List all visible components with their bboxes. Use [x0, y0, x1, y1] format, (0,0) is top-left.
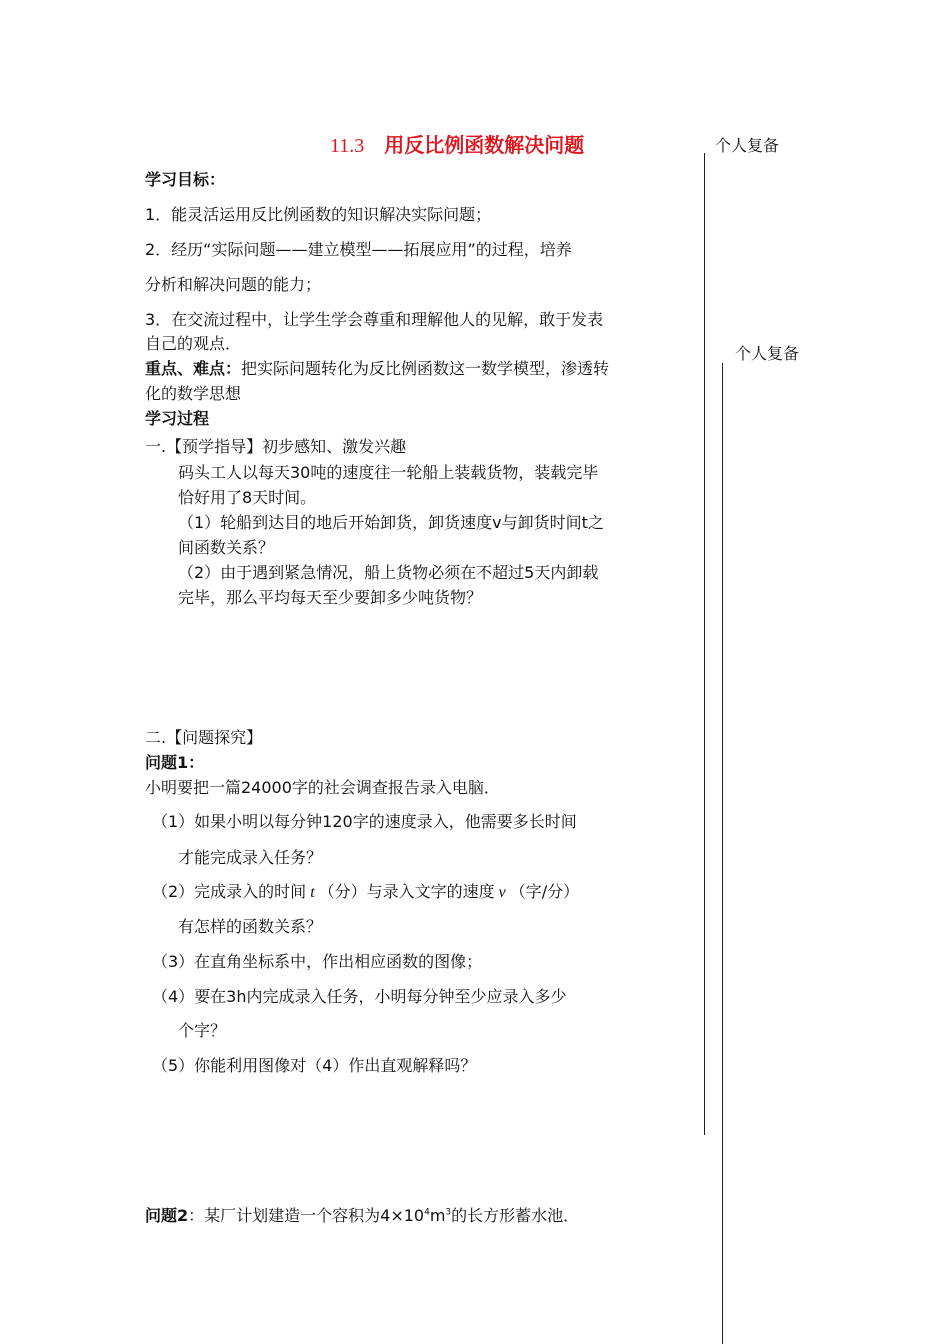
keypoints-line [145, 356, 609, 379]
problem-1-label: 问题1： [145, 753, 205, 772]
goal-2-cont: 分析和解决问题的能力； [145, 275, 322, 294]
goal-1: 1．能灵活运用反比例函数的知识解决实际问题； [145, 205, 492, 224]
problem-1-item-2-cont: 有怎样的函数关系？ [178, 917, 323, 936]
intro-question-2-cont: 完毕，那么平均每天至少要卸多少吨货物？ [178, 588, 483, 607]
intro-question-2: （2）由于遇到紧急情况，船上货物必须在不超过5天内卸载 [178, 563, 599, 582]
intro-paragraph-cont: 恰好用了8天时间。 [178, 488, 317, 507]
problem-2-unit: m [429, 1206, 446, 1225]
intro-paragraph: 码头工人以每天30吨的速度往一轮船上装载货物，装载完毕 [178, 463, 599, 482]
intro-question-1-cont: 间函数关系？ [178, 538, 275, 557]
goal-3: 3．在交流过程中，让学生学会尊重和理解他人的见解，敢于发表 [145, 310, 604, 329]
problem-1-text: 小明要把一篇24000字的社会调查报告录入电脑． [145, 778, 500, 797]
problem-1-item-1-cont: 才能完成录入任务？ [178, 848, 323, 867]
problem-2-line [145, 1203, 579, 1226]
keypoints-text: 把实际问题转化为反比例函数这一数学模型，渗透转 [241, 359, 610, 378]
document-title [330, 129, 584, 158]
problem-1-item-2 [152, 879, 579, 902]
problem-2-text-c: 的长方形蓄水池． [451, 1206, 580, 1225]
goal-2: 2．经历“实际问题——建立模型——拓展应用”的过程，培养 [145, 240, 572, 259]
problem-2-exponent: 4 [424, 1207, 430, 1218]
problem-1-item-5: （5）你能利用图像对（4）作出直观解释吗？ [152, 1056, 477, 1075]
item-2-part-c: （字/分） [509, 882, 580, 901]
goal-3-cont: 自己的观点． [145, 334, 242, 353]
problem-1-item-4: （4）要在3h内完成录入任务，小明每分钟至少应录入多少 [152, 987, 567, 1006]
problem-1-item-1: （1）如果小明以每分钟120字的速度录入，他需要多长时间 [152, 812, 577, 831]
goals-heading: 学习目标： [145, 170, 226, 189]
problem-1-item-3: （3）在直角坐标系中，作出相应函数的图像； [152, 952, 483, 971]
side-label-review-2: 个人复备 [735, 344, 800, 363]
variable-t: t [310, 884, 315, 901]
side-divider-1 [704, 153, 705, 1135]
side-divider-2 [722, 363, 723, 1344]
process-heading: 学习过程 [145, 409, 210, 428]
title-text: 用反比例函数解决问题 [384, 133, 585, 157]
problem-2-unit-exponent: 3 [445, 1207, 452, 1218]
item-2-part-a: （2）完成录入的时间 [152, 882, 307, 901]
keypoints-cont: 化的数学思想 [145, 384, 242, 403]
keypoints-label: 重点、难点： [145, 359, 242, 378]
section-1-heading: 一.【预学指导】初步感知、激发兴趣 [145, 437, 407, 456]
problem-2-label: 问题2 [145, 1206, 189, 1225]
section-2-heading: 二.【问题探究】 [145, 728, 263, 747]
problem-2-text-a: ：某厂计划建造一个容积为4×10 [188, 1206, 425, 1225]
problem-1-item-4-cont: 个字？ [178, 1021, 227, 1040]
item-2-part-b: （分）与录入文字的速度 [318, 882, 495, 901]
section-number: 11.3 [330, 135, 365, 157]
intro-question-1: （1）轮船到达目的地后开始卸货，卸货速度v与卸货时间t之 [178, 513, 604, 532]
variable-v: v [498, 884, 506, 901]
side-label-review-1: 个人复备 [715, 136, 780, 155]
